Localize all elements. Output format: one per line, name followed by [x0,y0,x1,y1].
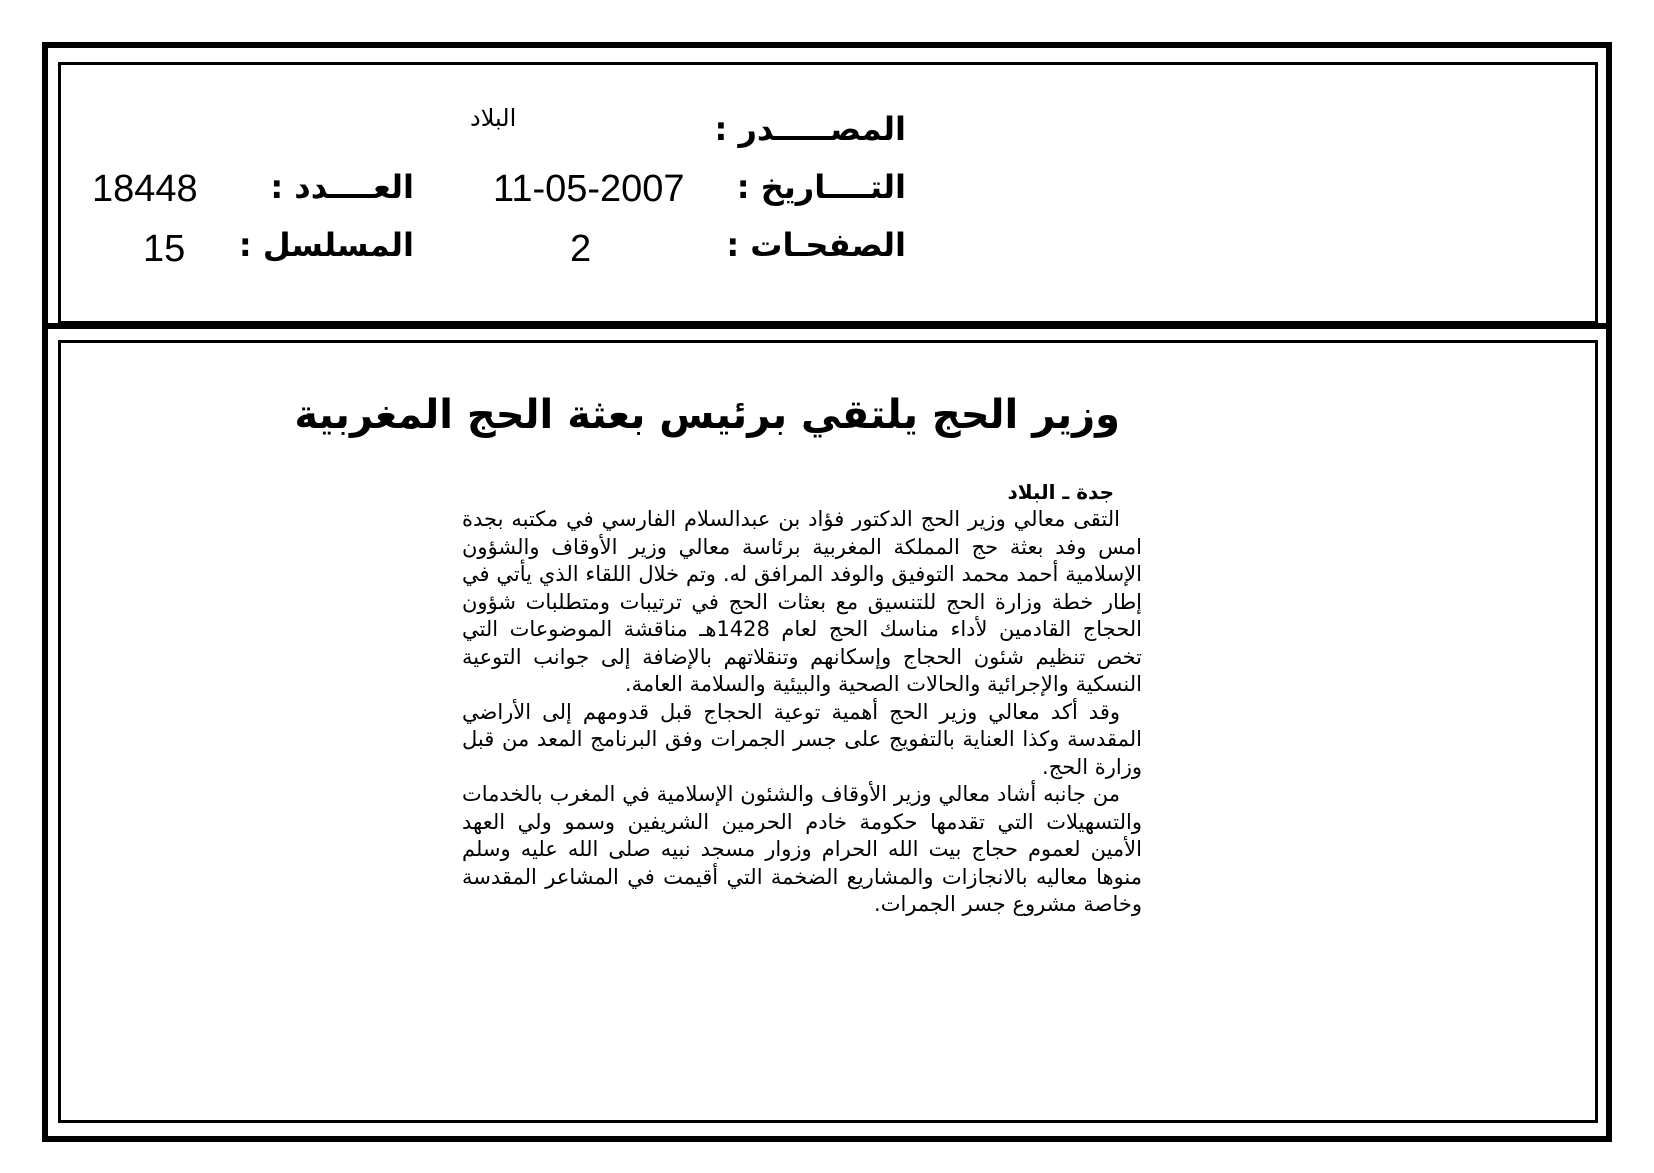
source-label: المصـــــدر : [714,110,906,148]
pages-value: 2 [570,228,592,270]
serial-value: 15 [143,228,186,270]
serial-label: المسلسل : [238,226,414,264]
article-paragraph: من جانبه أشاد معالي وزير الأوقاف والشئون الإسلامية في المغرب بالخدمات والتسهيلات التي تقدمها حكومة خادم الحرمين الشريفين وسمو ولي العهد الأمين لعموم حجاج بيت الله الحرام وزوار مسجد نبيه صلى الله عليه وسلم منوها معاليه بالانجازات والمشاريع الضخمة التي أقيمت في المشاعر المقدسة وخاصة مشروع جسر الجمرات. [462,782,1142,916]
article-paragraph: وقد أكد معالي وزير الحج أهمية توعية الحجاج قبل قدومهم إلى الأراضي المقدسة وكذا العناية بالتفويج على جسر الجمرات وفق البرنامج المعد من قبل وزارة الحج. [462,699,1142,779]
article-dateline: جدة ـ البلاد [1007,480,1114,504]
issue-label: العــــدد : [270,168,414,206]
article-headline: وزير الحج يلتقي برئيس بعثة الحج المغربية [294,392,1120,438]
source-value: البلاد [470,104,517,132]
pages-label: الصفحـات : [726,226,906,264]
article-paragraph: التقى معالي وزير الحج الدكتور فؤاد بن عبدالسلام الفارسي في مكتبه بجدة امس وفد بعثة حج المملكة المغربية برئاسة معالي وزير الأوقاف والشؤون الإسلامية أحمد محمد التوفيق والوفد المرافق له. وتم خلال اللقاء الذي يأتي في إطار خطة وزارة الحج للتنسيق مع بعثات الحج في ترتيبات ومتطلبات شؤون الحجاج القادمين لأداء مناسك الحج لعام 1428هـ مناقشة الموضوعات التي تخص تنظيم شئون الحجاج وإسكانهم وتنقلاتهم بالإضافة إلى جوانب التوعية النسكية والإجرائية والحالات الصحية والبيئية والسلامة العامة. [462,507,1142,696]
article-body [462,506,1142,919]
date-label: التــــاريخ : [736,168,906,206]
issue-value: 18448 [92,168,198,210]
date-value: 11-05-2007 [493,168,685,210]
header-separator [42,323,1612,329]
